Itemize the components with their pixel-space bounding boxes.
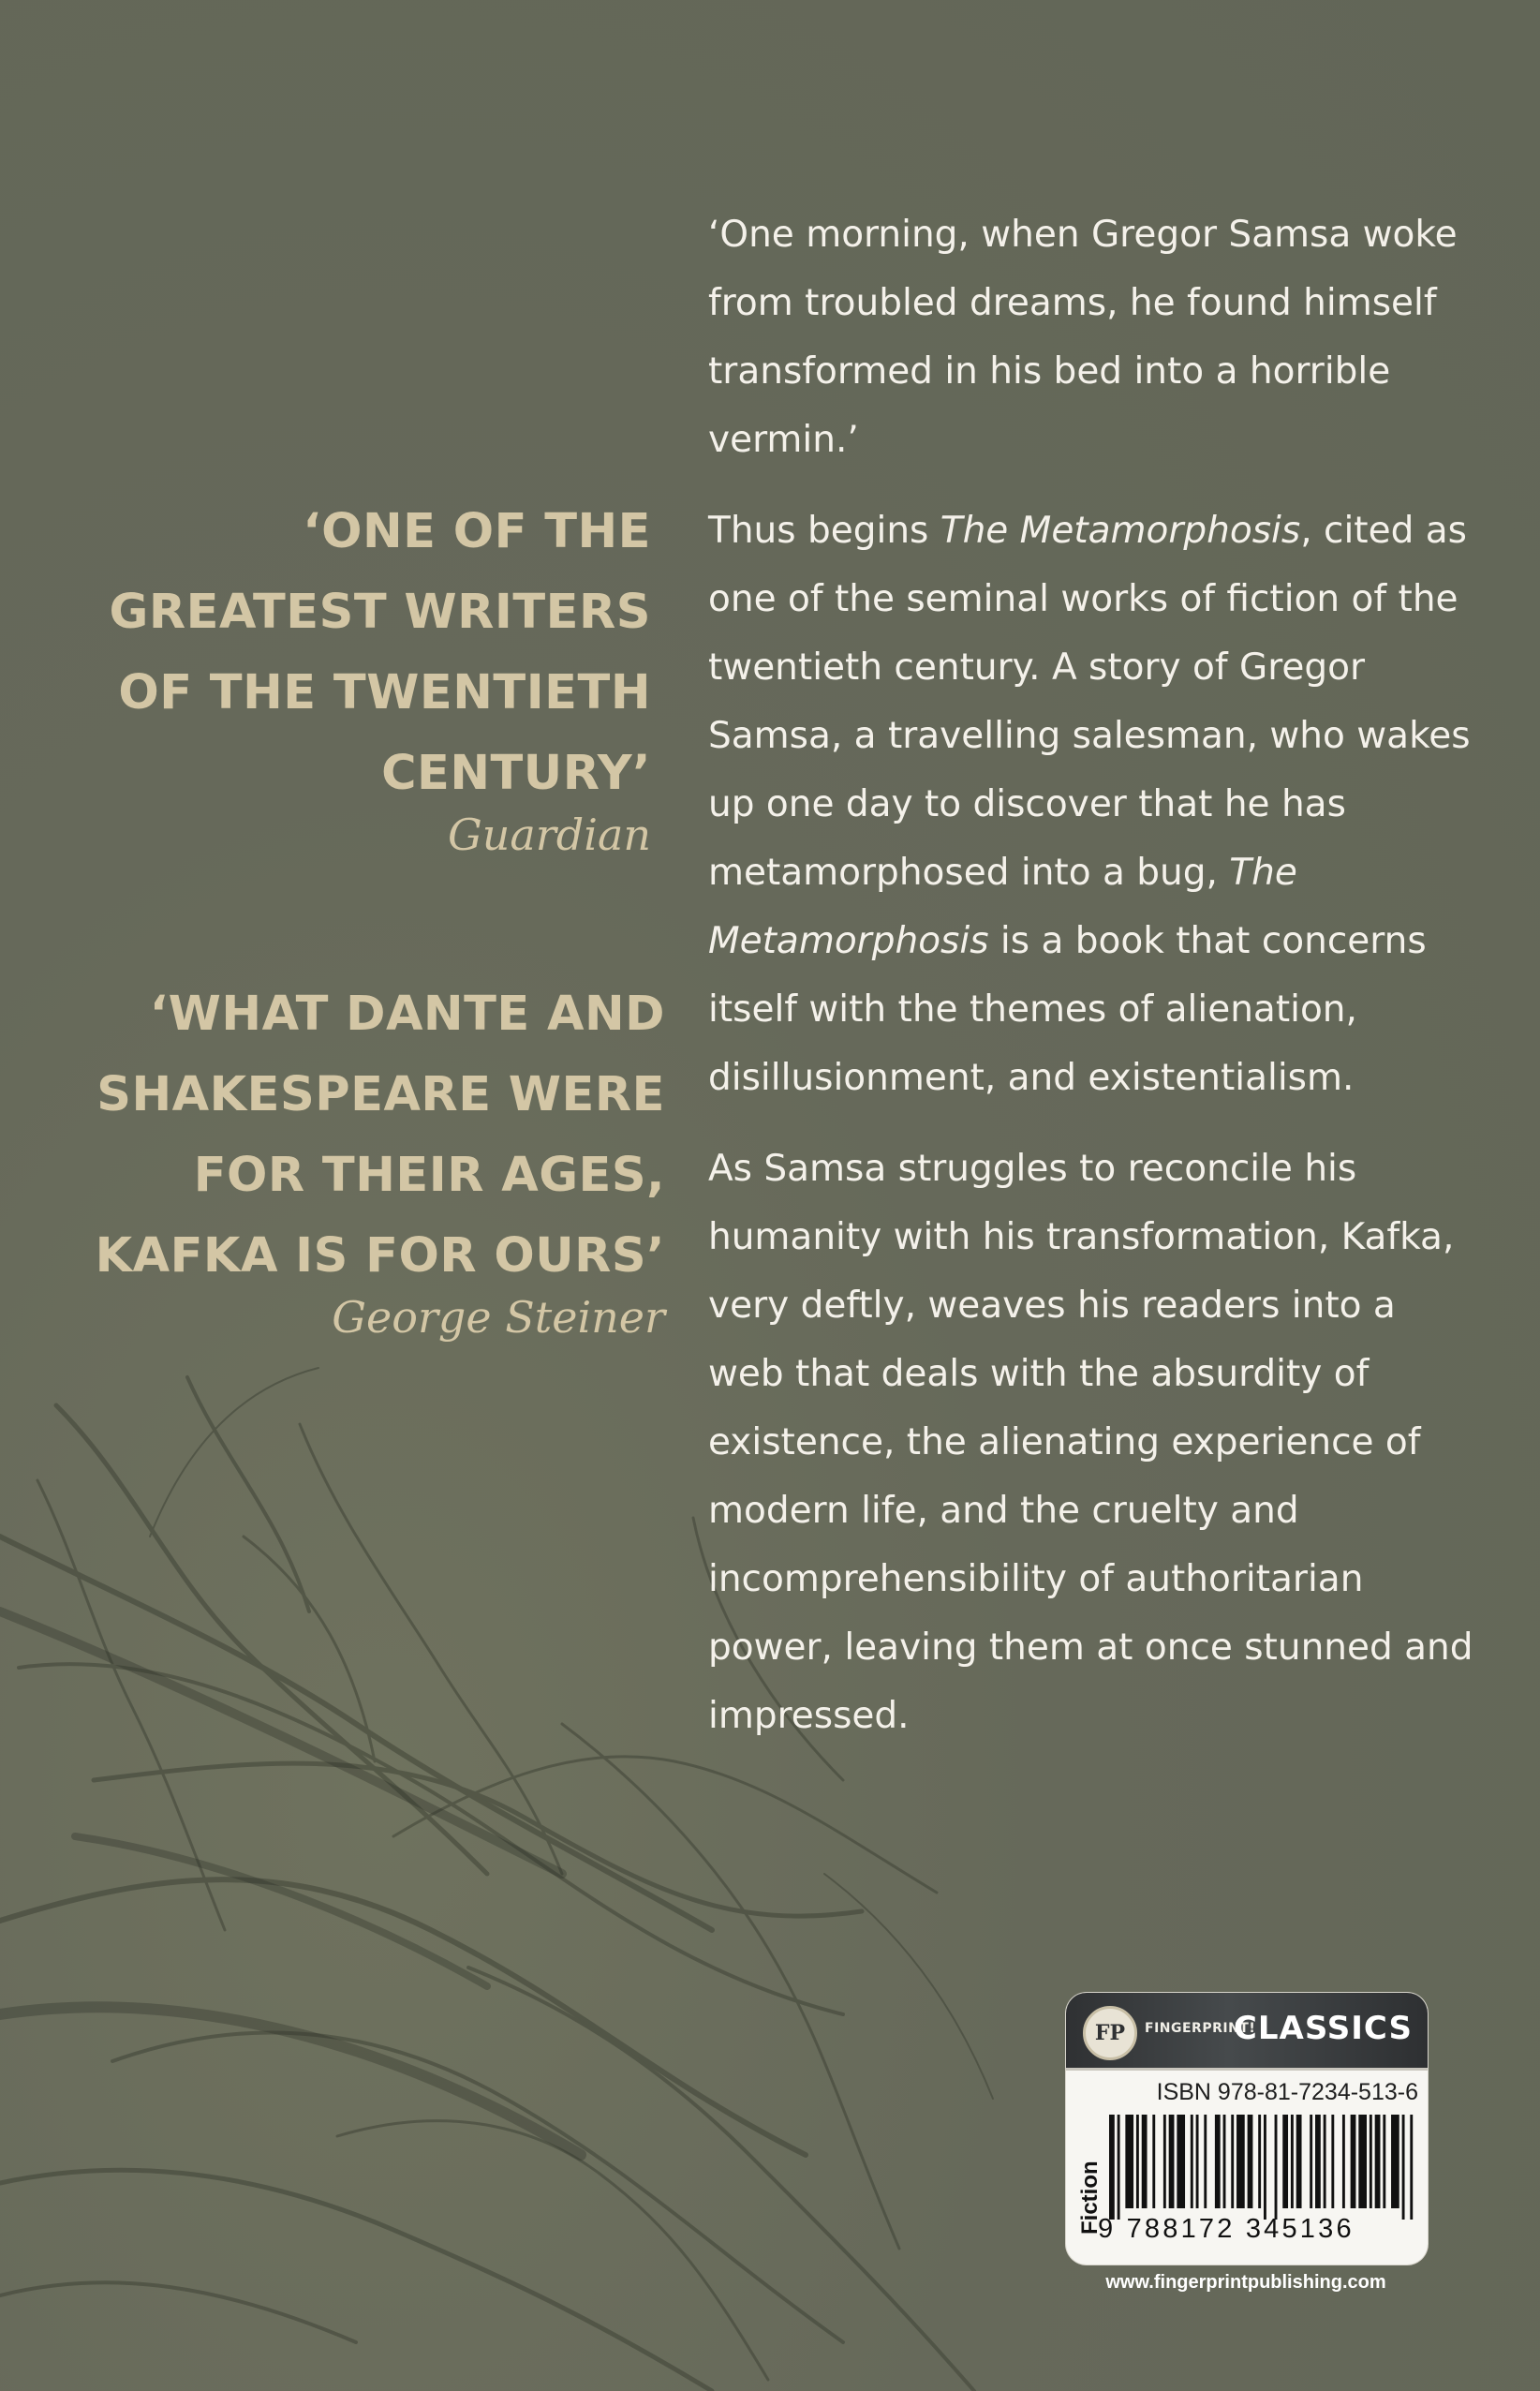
quote-attribution: George Steiner (332, 1292, 665, 1343)
press-quote-guardian (94, 492, 651, 863)
book-blurb (708, 200, 1476, 1750)
barcode-bar (1391, 2115, 1399, 2208)
barcode-bar (1248, 2115, 1253, 2208)
blurb-text: Thus begins (708, 510, 940, 552)
barcode-bar (1169, 2115, 1175, 2208)
barcode-bar (1231, 2115, 1234, 2208)
fingerprint-badge-icon: FP (1083, 2006, 1137, 2060)
quote-line: CENTURY’ (381, 746, 651, 801)
publisher-name: FINGERPRINT! (1145, 2021, 1256, 2036)
barcode-panel (1066, 1993, 1428, 2265)
quote-line: OF THE TWENTIETH (118, 665, 651, 720)
barcode-bar (1142, 2115, 1148, 2208)
barcode-bar (1215, 2115, 1221, 2208)
barcode-bar (1258, 2115, 1261, 2208)
blurb-opening-quote: ‘One morning, when Gregor Samsa woke from troubled dreams, he found himself transformed in his bed into a horrible vermin.’ (708, 214, 1458, 461)
barcode-bar (1236, 2115, 1245, 2208)
category-label: Fiction (1077, 2161, 1103, 2235)
blurb-paragraph (708, 497, 1476, 1112)
barcode-bar (1264, 2115, 1266, 2220)
quote-attribution: Guardian (448, 809, 651, 860)
barcode-bar (1136, 2115, 1139, 2208)
barcode-bar (1410, 2115, 1413, 2220)
barcode-bar (1315, 2115, 1321, 2208)
barcode-bar (1223, 2115, 1226, 2208)
barcode-bar (1358, 2115, 1367, 2208)
quote-line: SHAKESPEARE WERE (96, 1067, 665, 1122)
barcode-bar (1383, 2115, 1385, 2208)
quote-line: ‘WHAT DANTE AND (149, 987, 665, 1042)
barcode-bar (1275, 2115, 1278, 2220)
blurb-text: is a book that concerns itself with the themes of alienation, disillusionment, and existentialism. (708, 920, 1427, 1099)
quote-line: FOR THEIR AGES, (193, 1148, 665, 1203)
blurb-text: , cited as one of the seminal works of fiction of the twentieth century. A story of Gregor Samsa, a travelling salesman, who wakes up one day to discover that he has metamorphosed into a bug, (708, 510, 1471, 894)
quote-line: GREATEST WRITERS (109, 585, 651, 640)
barcode-bar (1296, 2115, 1302, 2208)
series-name: CLASSICS (1233, 2010, 1413, 2047)
book-title: The Metamorphosis (940, 510, 1301, 552)
barcode-bar (1282, 2115, 1288, 2208)
barcode-bar (1118, 2115, 1120, 2220)
barcode-bar (1191, 2115, 1193, 2208)
barcode-bar (1331, 2115, 1334, 2208)
barcode-bar (1370, 2115, 1372, 2208)
barcode-bar (1310, 2115, 1312, 2208)
barcode-bar (1152, 2115, 1155, 2208)
publisher-website: www.fingerprintpublishing.com (1105, 2272, 1386, 2293)
barcode-bar (1342, 2115, 1345, 2208)
barcode-bar (1375, 2115, 1381, 2208)
barcode-bar (1196, 2115, 1199, 2208)
barcode-icon (1109, 2115, 1418, 2220)
barcode-bar (1324, 2115, 1326, 2208)
barcode-bar (1109, 2115, 1115, 2220)
press-quote-steiner (94, 974, 665, 1345)
barcode-bar (1291, 2115, 1294, 2208)
barcode-bar (1163, 2115, 1166, 2208)
quote-line: KAFKA IS FOR OURS’ (95, 1228, 665, 1284)
barcode-bar (1204, 2115, 1207, 2208)
barcode-bar (1125, 2115, 1133, 2208)
blurb-paragraph: As Samsa struggles to reconcile his humanity with his transformation, Kafka, very deftly, weaves his readers into a web that deals with the absurdity of existence, the alienating experience of modern life, and the cruelty and incomprehensibility of authoritarian power, leaving them at once stunned and impressed. (708, 1148, 1473, 1737)
barcode-bar (1402, 2115, 1405, 2220)
barcode-bar (1351, 2115, 1356, 2208)
isbn-label: ISBN 978-81-7234-513-6 (1156, 2079, 1418, 2105)
publisher-logo (1066, 1993, 1428, 2071)
barcode-number: 9 788172 345136 (1098, 2214, 1355, 2244)
book-title: The Metamorphosis (708, 852, 1297, 962)
quote-line: ‘ONE OF THE (303, 504, 651, 559)
barcode-bar (1177, 2115, 1185, 2208)
